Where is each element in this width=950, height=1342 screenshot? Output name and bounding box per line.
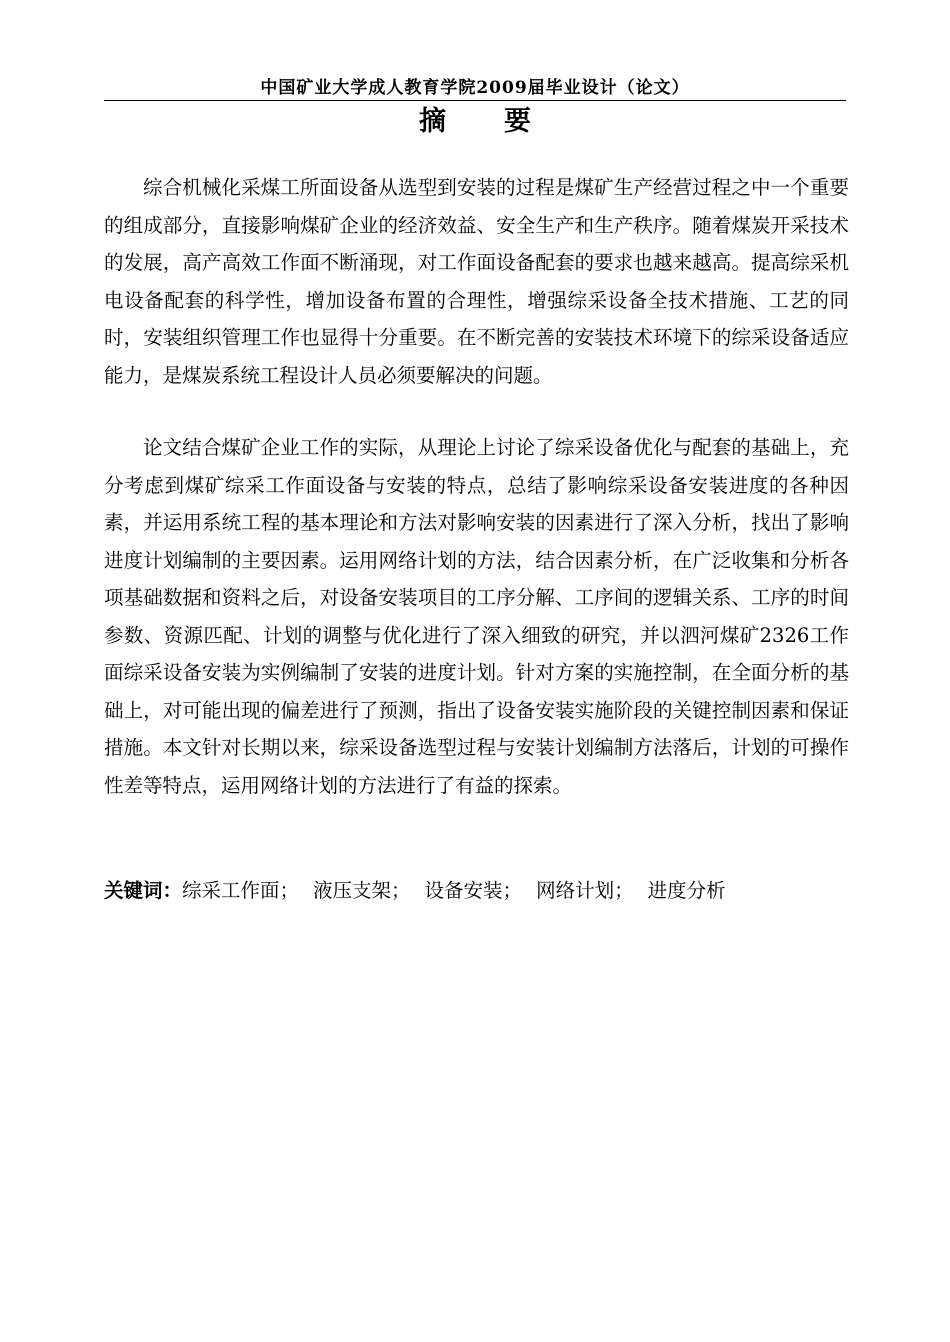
abstract-paragraph-2: 论文结合煤矿企业工作的实际，从理论上讨论了综采设备优化与配套的基础上，充分考虑到煤矿综采工作面设备与安装的特点，总结了影响综采设备安装进度的各种因素，并运用系统工程的基本理论和方法对影响安装的因素进行了深入分析，找出了影响进度计划编制的主要因素。运用网络计划的方法，结合因素分析，在广泛收集和分析各项基础数据和资料之后，对设备安装项目的工序分解、工序间的逻辑关系、工序的时间参数、资源匹配、计划的调整与优化进行了深入细致的研究，并以泗河煤矿2326工作面综采设备安装为实例编制了安装的进度计划。针对方案的实施控制，在全面分析的基础上，对可能出现的偏差进行了预测，指出了设备安装实施阶段的关键控制因素和保证措施。本文针对长期以来，综采设备选型过程与安装计划编制方法落后，计划的可操作性差等特点，运用网络计划的方法进行了有益的探索。 xyxy=(104,436,849,797)
keywords-label: 关键词： xyxy=(104,879,183,902)
keyword-item: 网络计划； xyxy=(536,879,634,902)
abstract-paragraph-1-block xyxy=(104,169,849,394)
title-char-1: 摘 xyxy=(419,106,446,137)
abstract-paragraph-1: 综合机械化采煤工所面设备从选型到安装的过程是煤矿生产经营过程之中一个重要的组成部分，直接影响煤矿企业的经济效益、安全生产和生产秩序。随着煤炭开采技术的发展，高产高效工作面不断涌现，对工作面设备配套的要求也越来越高。提高综采机电设备配套的科学性，增加设备布置的合理性，增强综采设备全技术措施、工艺的同时，安装组织管理工作也显得十分重要。在不断完善的安装技术环境下的综采设备适应能力，是煤炭系统工程设计人员必须要解决的问题。 xyxy=(104,176,849,387)
header-rule xyxy=(104,100,846,101)
keyword-item: 设备安装； xyxy=(424,879,523,902)
abstract-paragraph-2-block xyxy=(104,429,849,804)
keywords-line xyxy=(104,872,849,910)
abstract-title xyxy=(104,104,846,140)
page-header: 中国矿业大学成人教育学院2009届毕业设计（论文） xyxy=(260,78,690,98)
keyword-item: 综采工作面； xyxy=(182,879,300,902)
keyword-item: 液压支架； xyxy=(313,879,411,902)
keyword-item: 进度分析 xyxy=(647,879,726,902)
title-char-2: 要 xyxy=(504,106,531,137)
